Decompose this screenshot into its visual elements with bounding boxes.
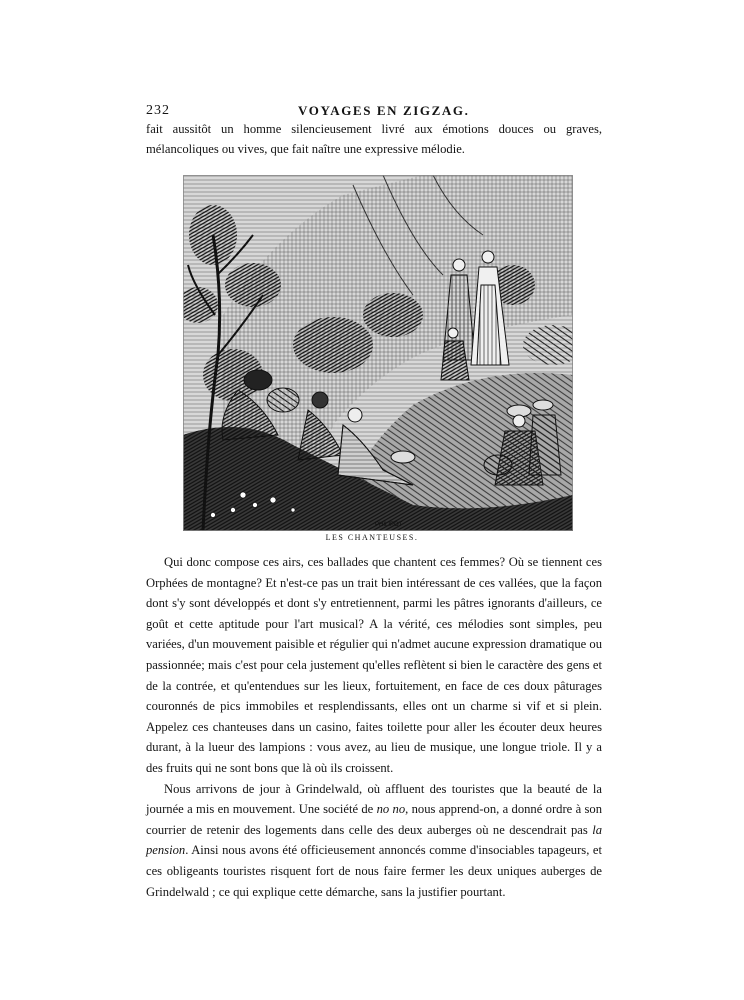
engraver-signature: PHILIPOT (375, 522, 403, 528)
engraving-les-chanteuses (183, 175, 573, 531)
running-head: VOYAGES EN ZIGZAG. (298, 103, 470, 118)
paragraph-2-italic-no-no: no no (376, 802, 406, 817)
paragraph-2-part-b: , nous apprend-on, a donné ordre à son courrier de retenir des logements dans celle des deux auberges où ne descendrait pas (146, 802, 602, 837)
paragraph-1: Qui donc compose ces airs, ces ballades que chantent ces femmes? Où se tiennent ces Orphées de montagne? Et n'est-ce pas un trait bien intéressant de ces vallées, que la façon dont s'y sont développés et dont s'y entretiennent, parmi les pâtres ignorants d'ailleurs, ce goût et cette aptitude pour l'art musical? A la vérité, ces mélodies sont simples, peu variées, d'un mouvement paisible et régulier qui n'admet aucune expression dramatique ou passionnée; mais c'est pour cela justement qu'elles reflètent si bien le caractère des gens et de la contrée, et qu'entendues sur les lieux, fortuitement, en face de ces doux pâturages couronnés de pics immobiles et resplendissants, elles ont un charme si vif et si plein. Appelez ces chanteuses dans un casino, faites toilette pour aller les écouter deux heures durant, à la lueur des lampions : vous avez, au lieu de musique, une longue triole. Il y a des fruits qui ne sont bons que là où ils croissent. (146, 555, 602, 775)
paragraph-2-part-a: Nous arrivons de jour à Grindelwald, où affluent des touristes que la beauté de la journée a mis en mouvement. Une société de (146, 781, 602, 817)
illustration-caption: LES CHANTEUSES. (325, 533, 419, 542)
page-number: 232 (146, 103, 170, 118)
paragraph-2-part-c: . Ainsi nous avons été officieusement annoncés comme d'insociables tapageurs, et ces obligeants touristes risquent fort de nous faire fermer les deux uniques auberges de Grindelwald ; ce qui explique cette démarche, sans la justifier pourtant. (146, 843, 602, 899)
paragraph-2-italic-la-pension: la pension (146, 822, 602, 858)
continuation-paragraph: fait aussitôt un homme silencieusement livré aux émotions douces ou graves, mélancoliques ou vives, que fait naître une expressive mélodie. (146, 122, 602, 156)
paragraph-2 (146, 779, 602, 903)
body-text (146, 552, 602, 902)
